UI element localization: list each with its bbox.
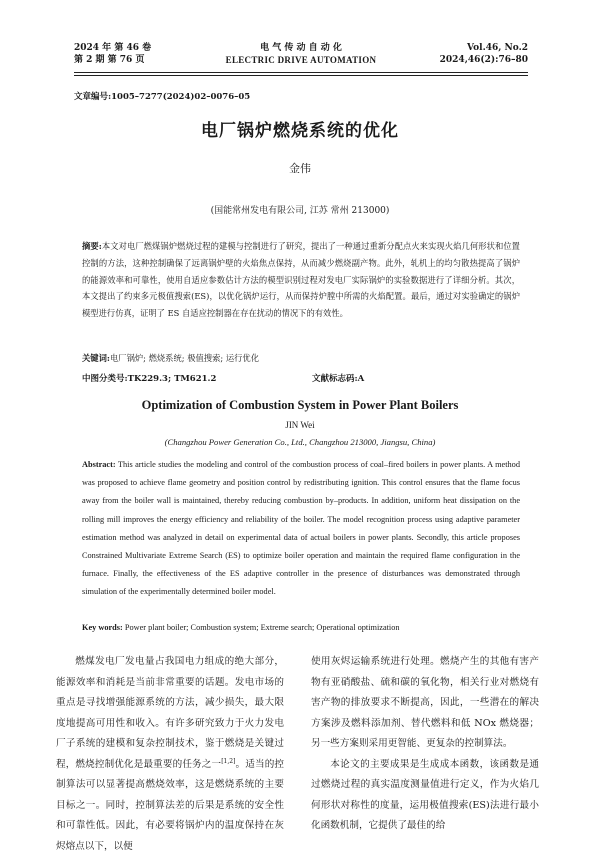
running-header xyxy=(74,42,528,70)
doc-code-value: A xyxy=(357,374,365,384)
author-english: JIN Wei xyxy=(285,420,315,430)
classification-row xyxy=(82,372,520,384)
keywords-chinese-label: 关键词: xyxy=(82,353,110,363)
keywords-english xyxy=(82,623,520,632)
abstract-english-text: This article studies the modeling and control of the combustion process of coal–fired boilers in power plants. A method was proposed to achieve flame geometry and position control by redistributing ignition. This control ensures that the flame focus away from the boiler wall is maintained, thereby reducing combustion by–products. In addition, uniform heat dissipation on the rolling mill improves the energy efficiency and reliability of the boiler. The model recognition process using adaptive parameter estimation method was analyzed in detail on experimental data of actual boilers in power plants. Secondly, this article proposes Constrained Multivariate Extreme Search (ES) to optimize boiler operation and maintain the required flame configuration in the furnace. Finally, the effectiveness of the ES adaptive controller in the presence of disturbances was demonstrated through simulation of the experimentally determined boiler model. xyxy=(82,460,520,597)
header-rule-thin xyxy=(74,75,528,76)
header-issue: 第 2 期 第 76 页 xyxy=(74,55,145,65)
affiliation-chinese: (国能常州发电有限公司, 江苏 常州 213000) xyxy=(210,206,390,216)
header-pages: 2024,46(2):76–80 xyxy=(439,55,528,65)
keywords-chinese-text: 电厂锅炉; 燃烧系统; 极值搜索; 运行优化 xyxy=(109,353,260,363)
header-volume: 2024 年 第 46 卷 xyxy=(74,43,152,53)
body-left-column xyxy=(56,652,284,857)
keywords-chinese xyxy=(82,352,259,364)
affiliation-english: (Changzhou Power Generation Co., Ltd., Changzhou 213000, Jiangsu, China) xyxy=(164,437,436,447)
title-chinese: 电厂锅炉燃烧系统的优化 xyxy=(201,121,399,141)
clc-value: TK229.3; TM621.2 xyxy=(127,374,217,384)
body-text: 。适当的控制算法可以显著提高燃烧效率，这是燃烧系统的主要目标之一。同时，控制算法差的后果是系统的安全性和可靠性低。因此，有必要将锅炉内的温度保持在灰烬熔点以下，以便 xyxy=(56,758,285,852)
abstract-english-label: Abstract: xyxy=(82,460,116,469)
article-number: 文章编号:1005–7277(2024)02–0076–05 xyxy=(74,92,251,102)
body-paragraph: 本论文的主要成果是生成成本函数，该函数是通过燃烧过程的真实温度测量值进行定义，作为火焰几何形状对称性的度量，运用极值搜索(ES)法进行最小化函数机制，它提供了最佳的给 xyxy=(311,758,539,831)
author-chinese: 金伟 xyxy=(289,162,311,175)
doc-code-label: 文献标志码: xyxy=(312,374,358,384)
keywords-english-text: Power plant boiler; Combustion system; Extreme search; Operational optimization xyxy=(124,623,400,632)
body-paragraph: 使用灰烬运输系统进行处理。燃烧产生的其他有害产物有亚硝酸盐、硫和碳的氧化物，相关行业对燃烧有害产物的排放要求不断提高，因此，一些潜在的解决方案涉及燃料添加剂、替代燃料和低 NOx 燃烧器；另一些方案则采用更智能、更复杂的控制算法。 xyxy=(311,656,539,749)
body-paragraph xyxy=(56,652,284,857)
keywords-english-label: Key words: xyxy=(82,623,123,632)
header-citation xyxy=(440,42,528,66)
clc-label: 中图分类号: xyxy=(82,374,128,384)
abstract-chinese-label: 摘要: xyxy=(82,241,102,251)
journal-name-cn: 电 气 传 动 自 动 化 xyxy=(260,43,342,53)
citation-ref: [1,2] xyxy=(221,757,236,765)
abstract-chinese xyxy=(82,238,520,322)
journal-name-en: ELECTRIC DRIVE AUTOMATION xyxy=(225,55,377,65)
body-text: 燃煤发电厂发电量占我国电力组成的绝大部分，能源效率和消耗是当前非常重要的话题。发电市场的重点是寻找增强能源系统的方法，减少损失，最大限度地提高可用性和收入。有许多研究致力于火力发电厂子系统的建模和复杂控制技术，鉴于燃烧是关键过程，燃烧控制优化是最重要的任务之一 xyxy=(56,656,284,770)
body-right-column xyxy=(311,652,539,837)
abstract-english xyxy=(82,456,520,602)
header-vol-no: Vol.46, No.2 xyxy=(467,43,528,53)
header-rule-thick xyxy=(74,72,528,73)
abstract-chinese-text: 本文对电厂燃煤锅炉燃烧过程的建模与控制进行了研究，提出了一种通过重新分配点火来实现火焰几何形状和位置控制的方法，这种控制确保了远离锅炉壁的火焰焦点保持，从而减少燃烧副产物。此外，轧机上的均匀散热提高了锅炉的能源效率和可靠性，使用自适应参数估计方法的模型识别过程对发电厂实际锅炉的实验数据进行了详细分析。其次，本文提出了约束多元极值搜索(ES)，以优化锅炉运行，从而保持炉膛中所需的火焰配置。最后，通过对实验确定的锅炉模型进行仿真，证明了 ES 自适应控制器在存在扰动的情况下的有效性。 xyxy=(82,241,520,319)
document-code xyxy=(312,372,364,384)
title-english: Optimization of Combustion System in Power Plant Boilers xyxy=(141,398,459,412)
